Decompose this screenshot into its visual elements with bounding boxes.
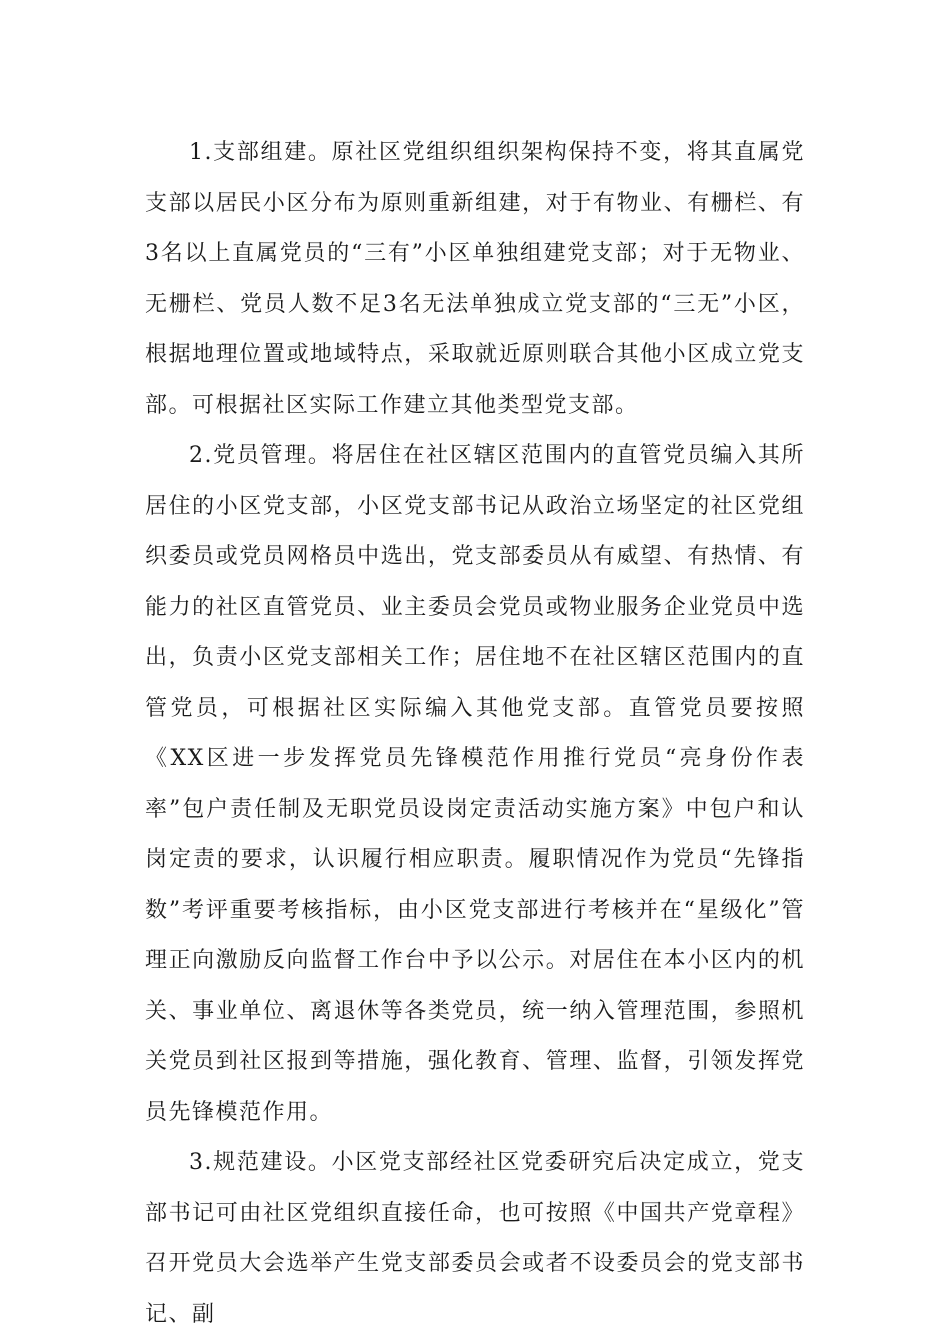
document-body xyxy=(145,128,805,1340)
paragraph-member-management: 2.党员管理。将居住在社区辖区范围内的直管党员编入其所居住的小区党支部，小区党支部书记从政治立场坚定的社区党组织委员或党员网格员中选出，党支部委员从有威望、有热情、有能力的社区直管党员、业主委员会党员或物业服务企业党员中选出，负责小区党支部相关工作；居住地不在社区辖区范围内的直管党员，可根据社区实际编入其他党支部。直管党员要按照《XX区进一步发挥党员先锋模范作用推行党员“亮身份作表率”包户责任制及无职党员设岗定责活动实施方案》中包户和认岗定责的要求，认识履行相应职责。履职情况作为党员“先锋指数”考评重要考核指标，由小区党支部进行考核并在“星级化”管理正向激励反向监督工作台中予以公示。对居住在本小区内的机关、事业单位、离退休等各类党员，统一纳入管理范围，参照机关党员到社区报到等措施，强化教育、管理、监督，引领发挥党员先锋模范作用。 xyxy=(145,443,805,1125)
paragraph-branch-formation: 1.支部组建。原社区党组织组织架构保持不变，将其直属党支部以居民小区分布为原则重新组建，对于有物业、有栅栏、有3名以上直属党员的“三有”小区单独组建党支部；对于无物业、无栅栏、党员人数不足3名无法单独成立党支部的“三无”小区，根据地理位置或地域特点，采取就近原则联合其他小区成立党支部。可根据社区实际工作建立其他类型党支部。 xyxy=(145,140,805,418)
paragraph-standard-construction: 3.规范建设。小区党支部经社区党委研究后决定成立，党支部书记可由社区党组织直接任命，也可按照《中国共产党章程》召开党员大会选举产生党支部委员会或者不设委员会的党支部书记、副 xyxy=(145,1150,805,1327)
